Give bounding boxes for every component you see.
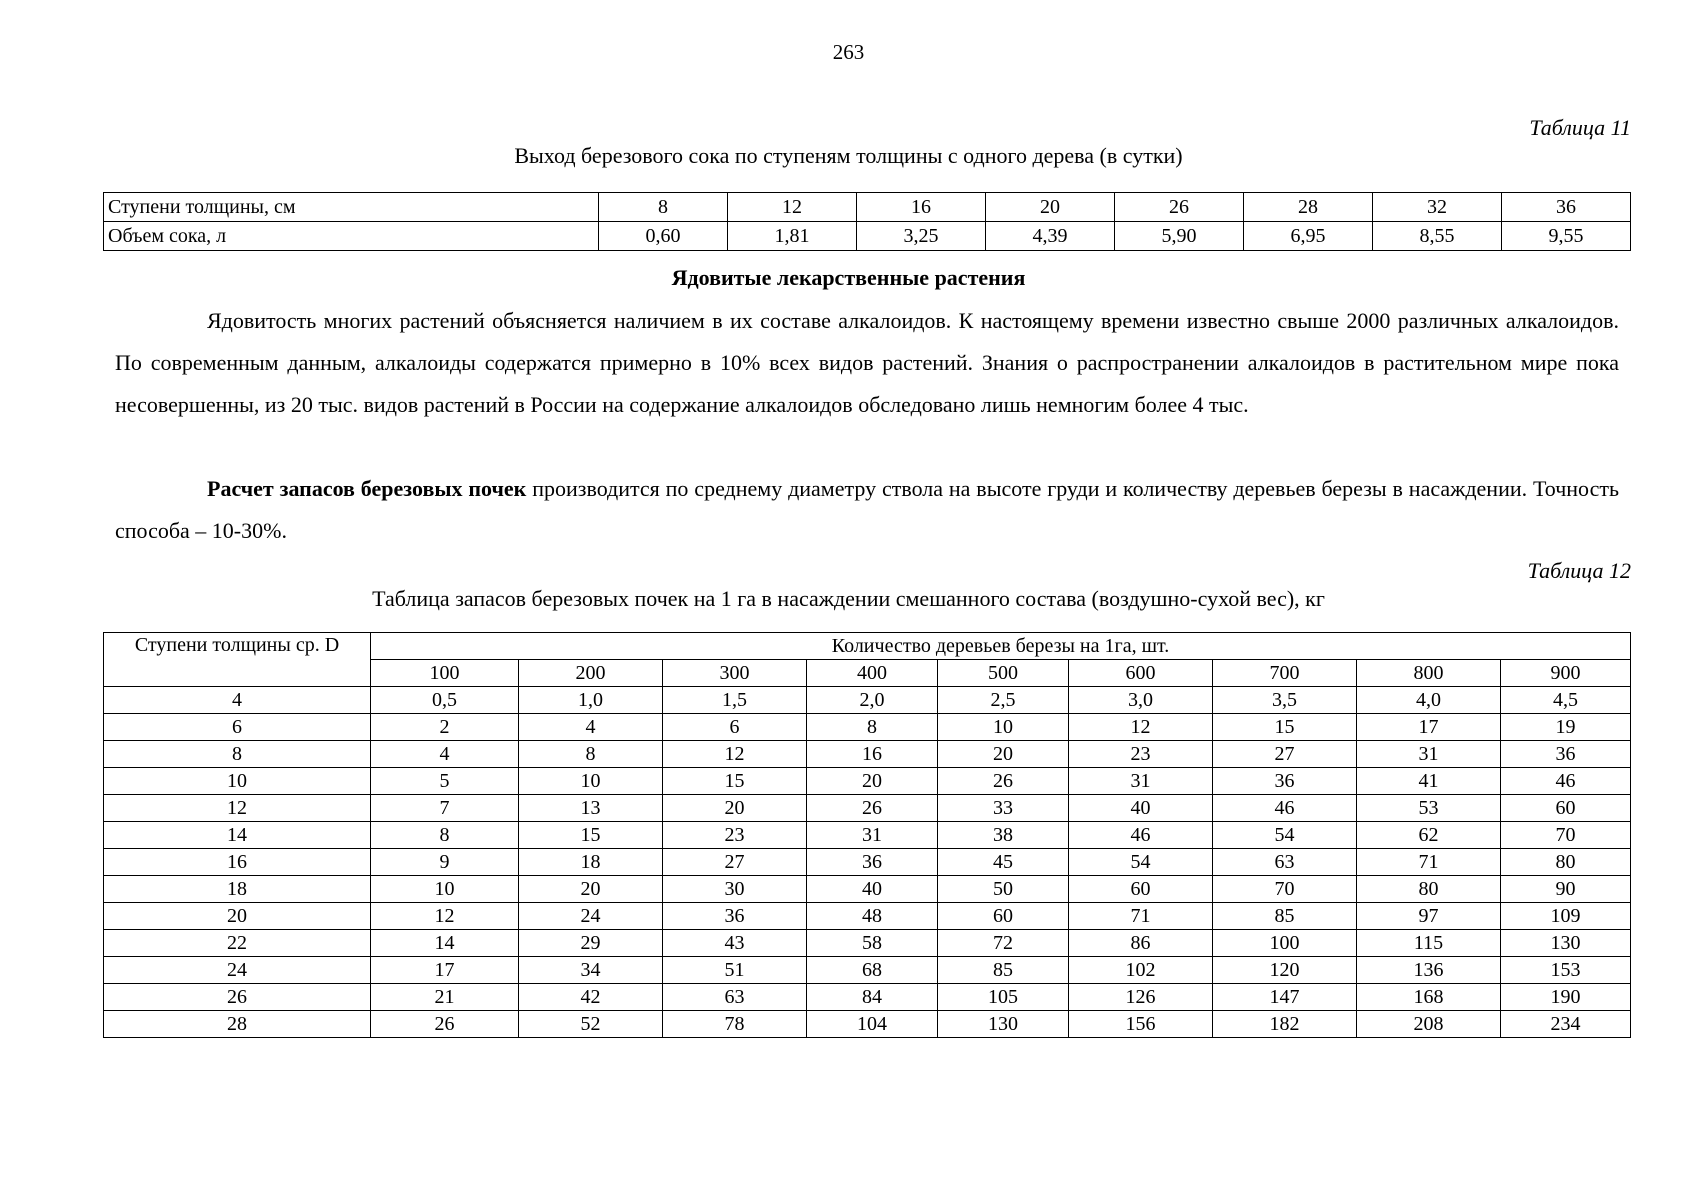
table-cell: 46 — [1069, 822, 1213, 849]
table-cell: 14 — [371, 930, 519, 957]
table-cell: 71 — [1069, 903, 1213, 930]
table-12-label: Таблица 12 — [1527, 558, 1631, 583]
row-header: 10 — [104, 768, 371, 795]
paragraph-text: производится по среднему диаметру ствола на высоте груди и количеству деревьев березы в насаждении. Точность способа – 10-30%. — [115, 476, 1620, 543]
table-cell: 70 — [1501, 822, 1631, 849]
table-cell: 6 — [663, 714, 807, 741]
table-cell: 40 — [1069, 795, 1213, 822]
table-cell: 2 — [371, 714, 519, 741]
table-cell: 6,95 — [1244, 222, 1373, 251]
table-cell: 26 — [1115, 193, 1244, 222]
table-cell: 130 — [1501, 930, 1631, 957]
table-cell: 104 — [807, 1011, 938, 1038]
table-cell: 71 — [1357, 849, 1501, 876]
table-cell: 19 — [1501, 714, 1631, 741]
table-cell: 51 — [663, 957, 807, 984]
table-cell: 78 — [663, 1011, 807, 1038]
table-cell: 36 — [663, 903, 807, 930]
table-row — [104, 1011, 1631, 1038]
column-header: 200 — [519, 660, 663, 687]
table-cell: 136 — [1357, 957, 1501, 984]
table-cell: 1,0 — [519, 687, 663, 714]
table-cell: 62 — [1357, 822, 1501, 849]
table-cell: 27 — [663, 849, 807, 876]
table-cell: 109 — [1501, 903, 1631, 930]
table-cell: 190 — [1501, 984, 1631, 1011]
table-cell: 168 — [1357, 984, 1501, 1011]
column-header-tree-count: Количество деревьев березы на 1га, шт. — [371, 633, 1631, 660]
table-cell: 102 — [1069, 957, 1213, 984]
table-cell: 84 — [807, 984, 938, 1011]
table-cell: 4,0 — [1357, 687, 1501, 714]
row-header: Ступени толщины, см — [104, 193, 599, 222]
row-header: 28 — [104, 1011, 371, 1038]
table-cell: 36 — [1502, 193, 1631, 222]
paragraph-alkaloids: Ядовитость многих растений объясняется наличием в их составе алкалоидов. К настоящему времени известно свыше 2000 различных алкалоидов. По современным данным, алкалоиды содержатся примерно в 10% всех видов растений. Знания о распространении алкалоидов в растительном мире пока несовершенны, из 20 тыс. видов растений в России на содержание алкалоидов обследовано лишь немногим более 4 тыс. — [115, 308, 1619, 417]
table-cell: 26 — [938, 768, 1069, 795]
table-cell: 130 — [938, 1011, 1069, 1038]
table-cell: 0,60 — [599, 222, 728, 251]
table-cell: 17 — [1357, 714, 1501, 741]
table-cell: 60 — [938, 903, 1069, 930]
table-cell: 13 — [519, 795, 663, 822]
table-cell: 20 — [938, 741, 1069, 768]
column-header: 600 — [1069, 660, 1213, 687]
birch-bud-reserves-table — [103, 632, 1631, 1038]
table-cell: 16 — [807, 741, 938, 768]
row-header: 6 — [104, 714, 371, 741]
row-header: 8 — [104, 741, 371, 768]
table-cell: 53 — [1357, 795, 1501, 822]
table-cell: 24 — [519, 903, 663, 930]
table-cell: 80 — [1501, 849, 1631, 876]
row-header: 22 — [104, 930, 371, 957]
table-cell: 54 — [1213, 822, 1357, 849]
table-row — [104, 930, 1631, 957]
table-cell: 42 — [519, 984, 663, 1011]
table-row — [104, 714, 1631, 741]
table-cell: 28 — [1244, 193, 1373, 222]
table-cell: 21 — [371, 984, 519, 1011]
column-header: 400 — [807, 660, 938, 687]
row-header: 18 — [104, 876, 371, 903]
table-row — [104, 795, 1631, 822]
table-cell: 2,5 — [938, 687, 1069, 714]
table-cell: 1,81 — [728, 222, 857, 251]
table-cell: 4 — [371, 741, 519, 768]
sap-yield-table — [103, 192, 1631, 251]
table-cell: 72 — [938, 930, 1069, 957]
table-cell: 30 — [663, 876, 807, 903]
table-cell: 4 — [519, 714, 663, 741]
table-12-caption: Таблица запасов березовых почек на 1 га в насаждении смешанного состава (воздушно-сухой вес), кг — [372, 586, 1325, 611]
table-11-caption: Выход березового сока по ступеням толщины с одного дерева (в сутки) — [514, 143, 1183, 168]
table-11-label: Таблица 11 — [1529, 115, 1631, 140]
table-header-row — [104, 633, 1631, 660]
table-row — [104, 957, 1631, 984]
row-header: 12 — [104, 795, 371, 822]
table-cell: 60 — [1501, 795, 1631, 822]
table-cell: 8 — [599, 193, 728, 222]
table-cell: 58 — [807, 930, 938, 957]
table-cell: 36 — [1213, 768, 1357, 795]
table-cell: 41 — [1357, 768, 1501, 795]
table-cell: 8 — [807, 714, 938, 741]
table-cell: 7 — [371, 795, 519, 822]
table-cell: 26 — [807, 795, 938, 822]
table-cell: 17 — [371, 957, 519, 984]
table-cell: 80 — [1357, 876, 1501, 903]
page-number: 263 — [832, 40, 865, 64]
row-header: 24 — [104, 957, 371, 984]
table-cell: 156 — [1069, 1011, 1213, 1038]
table-cell: 31 — [1069, 768, 1213, 795]
column-header-diameter: Ступени толщины ср. D — [104, 633, 371, 687]
column-header: 100 — [371, 660, 519, 687]
table-cell: 100 — [1213, 930, 1357, 957]
table-cell: 12 — [663, 741, 807, 768]
table-cell: 97 — [1357, 903, 1501, 930]
table-cell: 45 — [938, 849, 1069, 876]
table-cell: 147 — [1213, 984, 1357, 1011]
table-cell: 1,5 — [663, 687, 807, 714]
table-row — [104, 222, 1631, 251]
table-cell: 54 — [1069, 849, 1213, 876]
row-header: 16 — [104, 849, 371, 876]
table-cell: 68 — [807, 957, 938, 984]
table-cell: 8 — [371, 822, 519, 849]
paragraph-bud-reserves — [115, 468, 1619, 552]
column-header: 300 — [663, 660, 807, 687]
table-cell: 15 — [663, 768, 807, 795]
paragraph-bold-lead: Расчет запасов березовых почек — [207, 476, 527, 501]
table-cell: 23 — [1069, 741, 1213, 768]
table-cell: 153 — [1501, 957, 1631, 984]
row-header: 20 — [104, 903, 371, 930]
table-cell: 5 — [371, 768, 519, 795]
table-cell: 15 — [1213, 714, 1357, 741]
table-cell: 8 — [519, 741, 663, 768]
table-row — [104, 822, 1631, 849]
table-cell: 234 — [1501, 1011, 1631, 1038]
table-cell: 12 — [371, 903, 519, 930]
table-cell: 31 — [807, 822, 938, 849]
table-cell: 50 — [938, 876, 1069, 903]
table-cell: 120 — [1213, 957, 1357, 984]
table-cell: 16 — [857, 193, 986, 222]
table-row — [104, 984, 1631, 1011]
table-cell: 46 — [1213, 795, 1357, 822]
table-row — [104, 687, 1631, 714]
table-cell: 20 — [663, 795, 807, 822]
table-cell: 63 — [663, 984, 807, 1011]
table-cell: 85 — [1213, 903, 1357, 930]
table-row — [104, 876, 1631, 903]
table-cell: 38 — [938, 822, 1069, 849]
table-cell: 12 — [1069, 714, 1213, 741]
table-cell: 90 — [1501, 876, 1631, 903]
table-cell: 20 — [986, 193, 1115, 222]
table-cell: 105 — [938, 984, 1069, 1011]
table-cell: 70 — [1213, 876, 1357, 903]
section-heading: Ядовитые лекарственные растения — [671, 265, 1026, 290]
row-header: 26 — [104, 984, 371, 1011]
table-cell: 60 — [1069, 876, 1213, 903]
table-cell: 3,0 — [1069, 687, 1213, 714]
table-cell: 85 — [938, 957, 1069, 984]
table-cell: 8,55 — [1373, 222, 1502, 251]
table-cell: 115 — [1357, 930, 1501, 957]
table-cell: 86 — [1069, 930, 1213, 957]
table-cell: 48 — [807, 903, 938, 930]
table-cell: 15 — [519, 822, 663, 849]
table-cell: 32 — [1373, 193, 1502, 222]
table-cell: 20 — [807, 768, 938, 795]
table-cell: 5,90 — [1115, 222, 1244, 251]
table-row — [104, 193, 1631, 222]
table-row — [104, 768, 1631, 795]
table-cell: 126 — [1069, 984, 1213, 1011]
table-cell: 29 — [519, 930, 663, 957]
table-cell: 23 — [663, 822, 807, 849]
table-cell: 12 — [728, 193, 857, 222]
row-header: Объем сока, л — [104, 222, 599, 251]
row-header: 14 — [104, 822, 371, 849]
column-header: 800 — [1357, 660, 1501, 687]
table-cell: 9,55 — [1502, 222, 1631, 251]
table-cell: 4,5 — [1501, 687, 1631, 714]
table-cell: 3,5 — [1213, 687, 1357, 714]
table-cell: 3,25 — [857, 222, 986, 251]
table-cell: 10 — [371, 876, 519, 903]
table-cell: 36 — [1501, 741, 1631, 768]
table-cell: 26 — [371, 1011, 519, 1038]
table-cell: 9 — [371, 849, 519, 876]
table-cell: 46 — [1501, 768, 1631, 795]
table-cell: 208 — [1357, 1011, 1501, 1038]
table-cell: 43 — [663, 930, 807, 957]
table-cell: 10 — [519, 768, 663, 795]
table-cell: 182 — [1213, 1011, 1357, 1038]
table-row — [104, 903, 1631, 930]
column-header: 700 — [1213, 660, 1357, 687]
table-cell: 36 — [807, 849, 938, 876]
table-cell: 34 — [519, 957, 663, 984]
table-cell: 18 — [519, 849, 663, 876]
table-cell: 33 — [938, 795, 1069, 822]
table-cell: 31 — [1357, 741, 1501, 768]
table-cell: 63 — [1213, 849, 1357, 876]
table-cell: 2,0 — [807, 687, 938, 714]
table-cell: 52 — [519, 1011, 663, 1038]
table-cell: 27 — [1213, 741, 1357, 768]
table-cell: 0,5 — [371, 687, 519, 714]
table-row — [104, 741, 1631, 768]
table-cell: 4,39 — [986, 222, 1115, 251]
table-cell: 10 — [938, 714, 1069, 741]
table-row — [104, 849, 1631, 876]
column-header: 500 — [938, 660, 1069, 687]
table-cell: 40 — [807, 876, 938, 903]
row-header: 4 — [104, 687, 371, 714]
column-header: 900 — [1501, 660, 1631, 687]
table-cell: 20 — [519, 876, 663, 903]
